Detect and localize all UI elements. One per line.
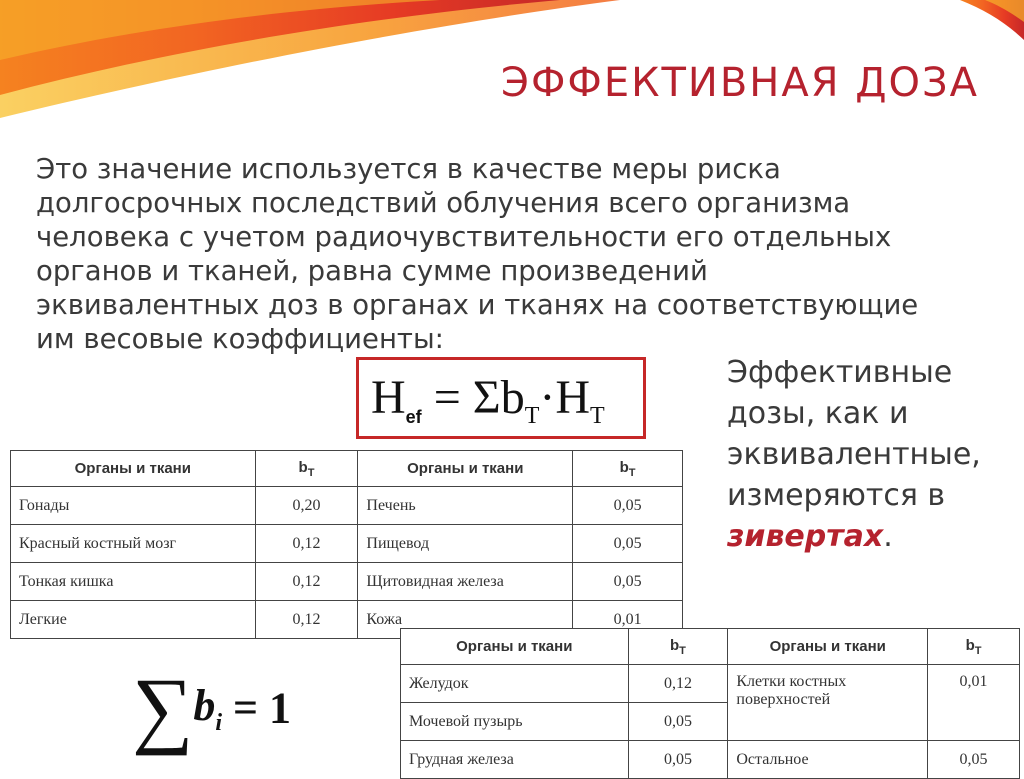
organ-cell: Гонады bbox=[11, 487, 256, 525]
slide-title: ЭФФЕКТИВНАЯ ДОЗА bbox=[501, 60, 979, 106]
effective-dose-formula-box bbox=[356, 357, 646, 439]
column-header-coef: $b_T$ bbox=[628, 629, 728, 665]
coef-cell: 0,05 bbox=[573, 487, 683, 525]
table-row bbox=[401, 665, 1020, 703]
organ-cell: Клетки костных поверхностей bbox=[728, 665, 928, 741]
table-row bbox=[401, 741, 1020, 779]
body-line: органов и тканей, равна сумме произведений bbox=[36, 255, 708, 287]
column-header-organ: Органы и ткани bbox=[401, 629, 629, 665]
column-header-organ: Органы и ткани bbox=[11, 451, 256, 487]
body-line: Это значение используется в качестве меры риска bbox=[36, 153, 781, 185]
effective-dose-formula: $H_{ef} = \Sigma b_T\cdot H_T$ bbox=[371, 371, 605, 429]
sum-of-weights-formula: $\sum b_i = 1$ bbox=[132, 660, 292, 756]
sievert-highlight: зивертах bbox=[727, 519, 884, 554]
table-row bbox=[11, 525, 683, 563]
coef-cell: 0,12 bbox=[255, 563, 358, 601]
organ-cell: Пищевод bbox=[358, 525, 573, 563]
coef-cell: 0,12 bbox=[255, 601, 358, 639]
coef-cell: 0,12 bbox=[255, 525, 358, 563]
coef-cell: 0,05 bbox=[928, 741, 1020, 779]
column-header-coef: $b_T$ bbox=[255, 451, 358, 487]
column-header-coef: $b_T$ bbox=[928, 629, 1020, 665]
body-line: эквивалентных доз в органах и тканях на соответствующие bbox=[36, 289, 919, 321]
table-header-row bbox=[11, 451, 683, 487]
coef-cell: 0,01 bbox=[928, 665, 1020, 741]
body-line: им весовые коэффициенты: bbox=[36, 323, 444, 355]
coef-cell: 0,05 bbox=[573, 525, 683, 563]
organ-cell: Красный костный мозг bbox=[11, 525, 256, 563]
table-header-row bbox=[401, 629, 1020, 665]
side-note: Эффективные дозы, как и эквивалентные, измеряются в зивертах. bbox=[727, 355, 981, 554]
organ-cell: Тонкая кишка bbox=[11, 563, 256, 601]
column-header-organ: Органы и ткани bbox=[358, 451, 573, 487]
organ-cell: Остальное bbox=[728, 741, 928, 779]
organ-cell: Печень bbox=[358, 487, 573, 525]
sigma-symbol: ∑ bbox=[132, 660, 194, 756]
organ-cell: Легкие bbox=[11, 601, 256, 639]
coef-cell: 0,05 bbox=[573, 563, 683, 601]
coef-cell: 0,05 bbox=[628, 703, 728, 741]
body-paragraph bbox=[36, 152, 986, 356]
body-line: человека с учетом радиочувствительности его отдельных bbox=[36, 221, 892, 253]
coef-cell: 0,20 bbox=[255, 487, 358, 525]
weighting-factors-table-2 bbox=[400, 628, 1020, 779]
organ-cell: Грудная железа bbox=[401, 741, 629, 779]
column-header-organ: Органы и ткани bbox=[728, 629, 928, 665]
organ-cell: Мочевой пузырь bbox=[401, 703, 629, 741]
organ-cell: Кожа bbox=[358, 601, 573, 639]
coef-cell: 0,01 bbox=[573, 601, 683, 639]
column-header-coef: $b_T$ bbox=[573, 451, 683, 487]
coef-cell: 0,12 bbox=[628, 665, 728, 703]
coef-cell: 0,05 bbox=[628, 741, 728, 779]
organ-cell: Желудок bbox=[401, 665, 629, 703]
organ-cell: Щитовидная железа bbox=[358, 563, 573, 601]
table-row bbox=[11, 563, 683, 601]
body-line: долгосрочных последствий облучения всего организма bbox=[36, 187, 851, 219]
weighting-factors-table-1 bbox=[10, 450, 683, 639]
table-row bbox=[11, 487, 683, 525]
